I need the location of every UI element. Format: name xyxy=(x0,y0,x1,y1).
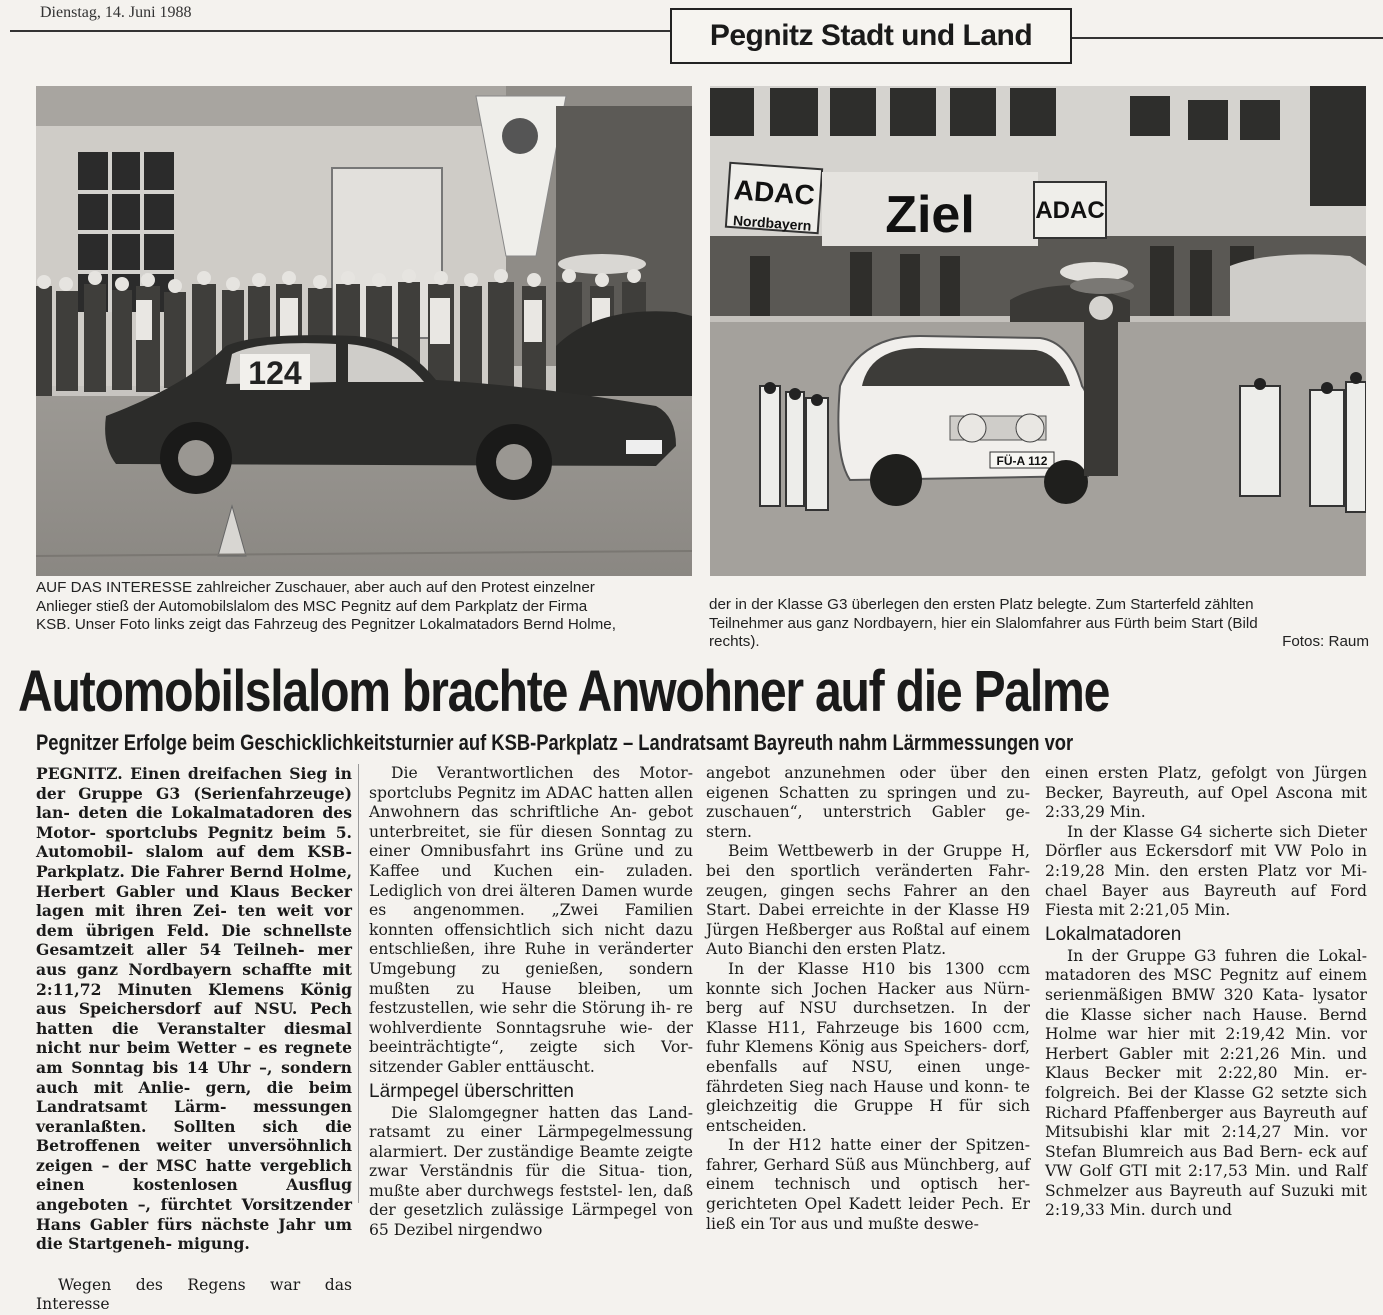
text-line: und Klaus Becker lagen mit ihren Zei- xyxy=(36,881,352,921)
text-line: –, fürchtet Vorsitzender Hans Gabler xyxy=(36,1195,352,1234)
text-line: Beim Wettbewerb in der Gruppe H, xyxy=(728,842,1030,861)
photo-left-image xyxy=(36,86,692,576)
paragraph xyxy=(1045,823,1367,921)
text-line: Lärmpegel von 65 Dezibel nirgendwo xyxy=(369,1201,693,1240)
caption-line: KSB. Unser Foto links zeigt das Fahrzeug des Pegnitzer Lokalmatadors Bernd Holme, xyxy=(36,616,616,633)
text-line: gebot unterbreitet, sie für diesen xyxy=(369,803,693,841)
subheadline: Pegnitzer Erfolge beim Geschicklichkeitsturnier auf KSB-Parkplatz – Landratsamt Bayreuth nahm Lärmmessungen vor xyxy=(36,730,1074,755)
header-rule-right xyxy=(1070,37,1383,39)
text-line: folgreich. Bei der Klasse G2 setzte sich xyxy=(1045,1083,1367,1102)
text-line: fährdeten Sieg nach Hause und konn- xyxy=(706,1077,1009,1096)
banner-adac-1-sub: Nordbayern xyxy=(732,212,813,234)
paragraph xyxy=(706,764,1030,842)
text-line: gerichteten Opel Kadett leider Pech. xyxy=(706,1195,1005,1214)
text-line: Fahrer Bernd Holme, Herbert Gabler xyxy=(36,861,352,901)
section-title: Pegnitz Stadt und Land xyxy=(670,8,1072,64)
text-line: Die Verantwortlichen des Motor- xyxy=(391,764,693,782)
text-line: ten weit vor dem übrigen Feld. Die xyxy=(36,901,352,940)
text-line: Bernd Holme war hier mit 2:19,42 Min. xyxy=(1045,1005,1367,1044)
text-line: bis 14 Uhr –, sondern auch mit Anlie- xyxy=(36,1057,352,1097)
text-line: ratsamt zu einer Lärmpegelmessung xyxy=(369,1123,693,1142)
text-line: tion, mußte aber durchwegs feststel- xyxy=(369,1162,693,1200)
text-line: konnte sich Jochen Hacker aus Nürn- xyxy=(706,979,1030,998)
text-line: zeigte zwar Verständnis für die Situa- xyxy=(369,1142,693,1181)
text-line: sitzender Gabler enttäuscht. xyxy=(369,1057,595,1076)
text-line: der Gruppe G3 (Serienfahrzeuge) lan- xyxy=(36,783,352,823)
text-line: zeugen, gingen sechs Fahrer an den xyxy=(706,881,1030,900)
text-line: chael Bayer aus Bayreuth auf Ford xyxy=(1045,881,1367,900)
text-line: berg auf NSU durchsetzen. In der xyxy=(706,999,1030,1018)
text-line: auf einem technisch und optisch her- xyxy=(706,1155,1030,1194)
text-line: Er ließ ein Tor aus und mußte deswe- xyxy=(706,1195,1030,1233)
text-line: die Betroffenen weiter unversöhnlich xyxy=(36,1116,352,1156)
text-line: te gleichzeitig die Gruppe H für sich xyxy=(706,1077,1030,1116)
text-line: der beeinträchtigte“, zeigte sich Vor- xyxy=(369,1018,693,1057)
text-line: In der Klasse G4 sicherte sich Dieter xyxy=(1067,822,1367,841)
header-rule-left xyxy=(10,30,670,32)
text-line: Familien konnten offensichtlich sich xyxy=(369,901,693,939)
text-line: slalom auf dem KSB-Parkplatz. Die xyxy=(36,842,352,881)
caption-line: AUF DAS INTERESSE zahlreicher Zuschauer, aber auch auf den Protest einzelner xyxy=(36,579,595,596)
text-line: zeigen – der MSC hatte vergeblich xyxy=(36,1155,352,1175)
text-line: alarmiert. Der zuständige Beamte xyxy=(369,1142,640,1161)
paragraph xyxy=(706,960,1030,1136)
license-plate: FÜ-A 112 xyxy=(996,454,1048,468)
banner-adac-1: ADAC xyxy=(732,174,816,211)
text-line: vor Herbert Gabler mit 2:21,26 Min. xyxy=(1045,1025,1367,1063)
article-column-1 xyxy=(36,764,352,1315)
column-rule-1 xyxy=(358,764,359,1203)
photo-caption-left xyxy=(36,579,698,635)
text-line: fürs nächste Jahr um die Startgeneh- xyxy=(36,1214,352,1254)
text-line: angebot anzunehmen oder über den xyxy=(706,764,1030,782)
text-line: sportclubs Pegnitz im ADAC hatten xyxy=(369,783,650,802)
headline: Automobilslalom brachte Anwohner auf die Palme xyxy=(18,659,1110,724)
car-number: 124 xyxy=(248,355,302,391)
paragraph xyxy=(1045,947,1367,1221)
text-line: schnellste Gesamtzeit aller 54 Teilneh- xyxy=(36,920,352,960)
text-line: re wohlverdiente Sonntagsruhe wie- xyxy=(369,999,693,1037)
text-line: bei den sportlich veränderten Fahr- xyxy=(706,861,1030,880)
text-line: fahrer, Gerhard Süß aus Münchberg, xyxy=(706,1155,1000,1174)
caption-line: rechts). xyxy=(709,633,760,650)
text-line: veränderter Umgebung zu genießen, xyxy=(369,940,693,978)
text-line: nicht dazu entschließen, ihre Ruhe in xyxy=(369,920,693,959)
text-line: dorf, ebenfalls auf NSU, einen unge- xyxy=(706,1038,1030,1076)
text-line: in 2:19,28 Min. den ersten Platz vor Mi- xyxy=(1045,842,1367,880)
text-line: len, daß der gesetzlich zulässige xyxy=(369,1181,693,1220)
article-column-3 xyxy=(706,764,1030,1234)
photo-left xyxy=(36,86,692,576)
text-line: zuschauen“, unterstrich Gabler ge- xyxy=(706,803,1030,822)
caption-line: Teilnehmer aus ganz Nordbayern, hier ein Slalomfahrer aus Fürth beim Start (Bild xyxy=(709,614,1258,632)
text-line: Start. Dabei erreichte in der Klasse xyxy=(706,901,1000,920)
text-line: deten die Lokalmatadoren des Motor- xyxy=(36,803,352,842)
text-line: Dörfler aus Eckersdorf mit VW Polo xyxy=(1045,842,1344,861)
issue-date: Dienstag, 14. Juni 1988 xyxy=(40,4,192,21)
text-line: beim Wetter – es regnete am Sonntag xyxy=(36,1038,352,1077)
text-line: 2:11,72 Minuten Klemens König aus xyxy=(36,979,352,1019)
paragraph xyxy=(369,764,693,1078)
photo-right xyxy=(710,86,1366,576)
text-line: festzustellen, wie sehr die Störung ih- xyxy=(369,999,672,1018)
article-column-4 xyxy=(1045,764,1367,1221)
text-line: entscheiden. xyxy=(706,1116,807,1135)
paragraph xyxy=(1045,764,1367,823)
text-line: Die Slalomgegner hatten das Land- xyxy=(391,1103,693,1122)
text-line: Klasse H11, Fahrzeuge bis 1600 ccm, xyxy=(706,1018,1030,1037)
text-line: Grüne und zu Kaffee und Kuchen ein- xyxy=(369,842,693,880)
text-line: und Klaus Becker mit 2:22,80 Min. er- xyxy=(1045,1044,1367,1083)
text-line: zuladen. Lediglich von drei älteren xyxy=(369,861,693,900)
text-line: H9 Jürgen Heßberger aus Roßtal auf xyxy=(706,901,1030,939)
text-line: auf Mitsubishi klar mit 2:14,27 Min. xyxy=(1045,1103,1367,1142)
text-line: PEGNITZ. Einen dreifachen Sieg in xyxy=(36,764,352,783)
text-line: einem serienmäßigen BMW 320 Kata- xyxy=(1045,966,1367,1004)
article-column-2 xyxy=(369,764,693,1241)
text-line: matadoren des MSC Pegnitz auf xyxy=(1045,966,1311,985)
text-line: vor Stefan Blumreich aus Bad Bern- xyxy=(1045,1123,1367,1161)
text-line: einen kostenlosen Ausflug angeboten xyxy=(36,1175,352,1215)
text-line: sportclubs Pegnitz beim 5. Automobil- xyxy=(36,822,352,862)
text-line: In der H12 hatte einer der Spitzen- xyxy=(728,1136,1030,1155)
text-line: Becker, Bayreuth, auf Opel Ascona xyxy=(1045,783,1333,802)
banner-ziel: Ziel xyxy=(885,186,975,244)
text-line: mit 2:33,29 Min. xyxy=(1045,783,1367,822)
text-line: Sonntag zu einer Omnibusfahrt ins xyxy=(369,822,693,861)
caption-line: der in der Klasse G3 überlegen den ersten Platz belegte. Zum Starterfeld zählten xyxy=(709,596,1254,613)
lead-paragraph xyxy=(36,764,352,1254)
text-line: Speichersdorf auf NSU. Pech hatten xyxy=(36,999,353,1038)
text-line: eck auf VW Golf GTI mit 2:17,53 Min. xyxy=(1045,1142,1367,1181)
text-line: Damen wurde es angenommen. „Zwei xyxy=(369,881,693,920)
subheading: Lokalmatadoren xyxy=(1045,923,1182,945)
photo-caption-right xyxy=(709,596,1369,652)
caption-line: Anlieger stieß der Automobilslalom des MSC Pegnitz auf dem Parkplatz der Firma xyxy=(36,597,588,615)
text-line: eigenen Schatten zu springen und zu- xyxy=(706,783,1030,802)
text-line: einem Auto Bianchi den ersten Platz. xyxy=(706,920,1030,959)
text-line: Suzuki mit 2:19,33 Min. durch und xyxy=(1045,1181,1367,1220)
text-line: migung. xyxy=(177,1234,250,1254)
text-line: In der Klasse H10 bis 1300 ccm xyxy=(728,959,1030,978)
text-line: einen ersten Platz, gefolgt von Jürgen xyxy=(1045,764,1367,782)
text-line: messungen veranlaßten. Sollten sich xyxy=(36,1097,352,1136)
paragraph: Wegen des Regens war das Interesse xyxy=(36,1275,352,1314)
photo-credit: Fotos: Raum xyxy=(1282,633,1369,650)
text-line: sondern mußten zu Hause bleiben, um xyxy=(369,959,693,998)
text-line: und Ralf Schmelzer aus Bayreuth auf xyxy=(1045,1162,1367,1200)
text-line: lysator die Klasse sicher nach Hause. xyxy=(1045,985,1367,1024)
paragraph xyxy=(706,1136,1030,1234)
text-line: mer aus ganz Nordbayern schaffte mit xyxy=(36,940,352,979)
text-line: allen Anwohnern das schriftliche An- xyxy=(369,783,693,822)
text-line: stern. xyxy=(706,822,752,841)
text-line: In der Gruppe G3 fuhren die Lokal- xyxy=(1067,946,1367,965)
photo-right-image xyxy=(710,86,1366,576)
banner-adac-2: ADAC xyxy=(1035,197,1105,224)
paragraph xyxy=(706,842,1030,960)
text-line: fuhr Klemens König aus Speichers- xyxy=(706,1038,988,1057)
text-line: die Veranstalter diesmal nicht nur xyxy=(36,1018,352,1058)
text-line: Richard Pfaffenberger aus Bayreuth xyxy=(1045,1103,1336,1122)
subheading: Lärmpegel überschritten xyxy=(369,1080,574,1102)
text-line: Fiesta mit 2:21,05 Min. xyxy=(1045,901,1231,920)
text-line: gern, die beim Landratsamt Lärm- xyxy=(36,1077,352,1117)
paragraph xyxy=(369,1104,693,1241)
